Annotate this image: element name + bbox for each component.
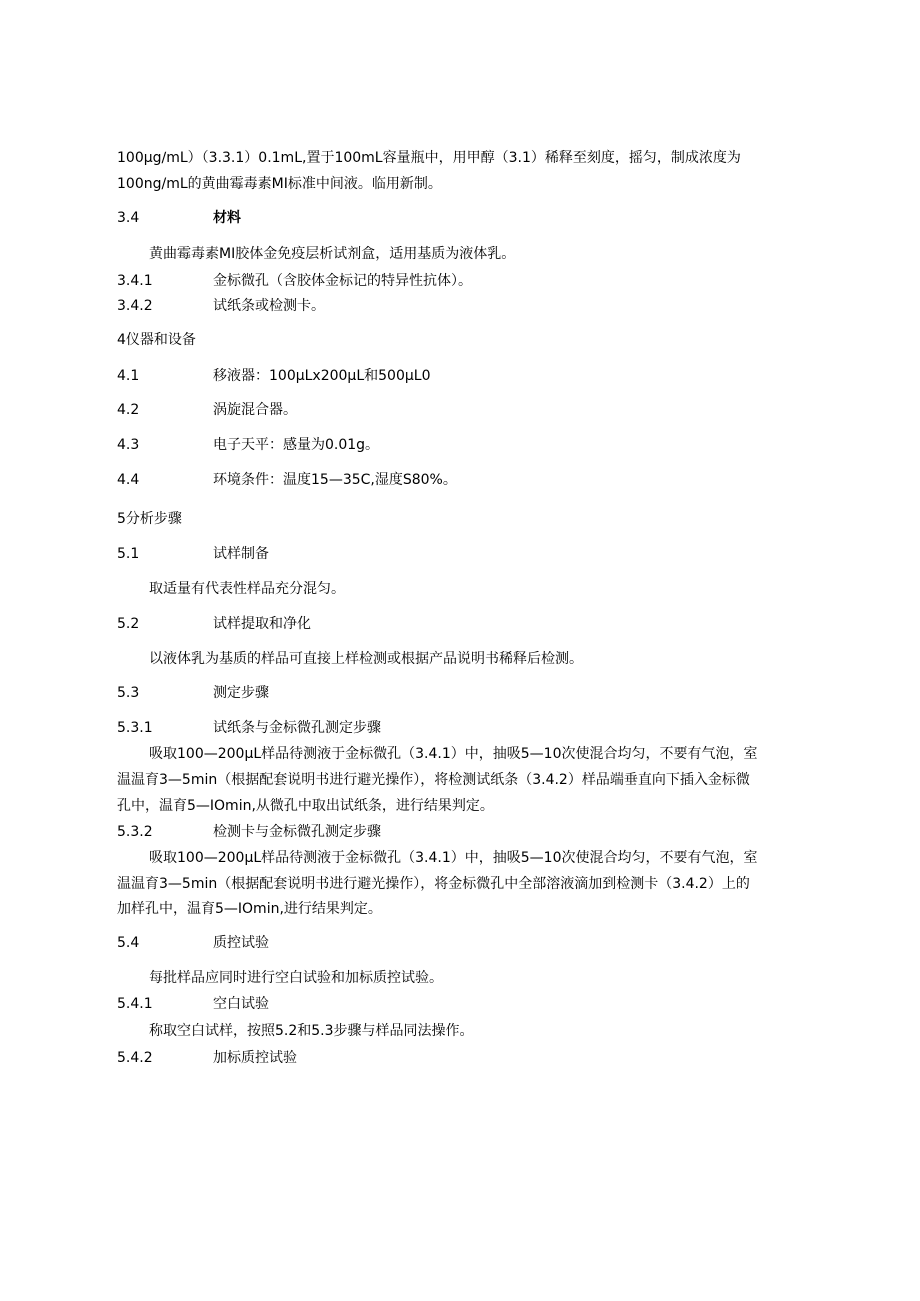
section-4-2-number: 4.2 — [117, 402, 140, 418]
section-5-3-1-number: 5.3.1 — [117, 720, 153, 736]
section-5-3-2-line-2: 温温育3—5min（根据配套说明书进行避光操作），将金标微孔中全部溶液滴加到检测卡（3.4.2）上的 — [117, 876, 750, 892]
section-5-4-2-number: 5.4.2 — [117, 1050, 153, 1066]
section-5-heading: 5分析步骤 — [117, 511, 182, 527]
section-5-1-title: 试样制备 — [213, 546, 269, 562]
section-5-2-number: 5.2 — [117, 616, 140, 632]
section-5-4-number: 5.4 — [117, 935, 140, 951]
section-5-2-title: 试样提取和净化 — [213, 616, 311, 632]
section-3-4-title: 材料 — [213, 210, 241, 226]
section-5-4-1-number: 5.4.1 — [117, 996, 153, 1012]
section-5-2-text: 以液体乳为基质的样品可直接上样检测或根据产品说明书稀释后检测。 — [149, 651, 583, 667]
section-4-4-number: 4.4 — [117, 472, 140, 488]
section-5-3-title: 测定步骤 — [213, 685, 269, 701]
intro-line-1: 100μg∕mL）（3.3.1）0.1mL,置于100mL容量瓶中，用甲醇（3.1）稀释至刻度，摇匀，制成浓度为 — [117, 150, 741, 166]
section-5-3-1-line-2: 温温育3—5min（根据配套说明书进行避光操作），将检测试纸条（3.4.2）样品端垂直向下插入金标微 — [117, 772, 750, 788]
section-3-4-text: 黄曲霉毒素MI胶体金免疫层析试剂盒，适用基质为液体乳。 — [149, 246, 516, 262]
section-4-3-number: 4.3 — [117, 437, 140, 453]
section-4-1-title: 移液器：100μLx200μL和500μL0 — [213, 368, 431, 384]
section-3-4-1-title: 金标微孔（含胶体金标记的特异性抗体）。 — [213, 273, 472, 289]
section-5-4-2-title: 加标质控试验 — [213, 1050, 297, 1066]
section-4-heading: 4仪器和设备 — [117, 332, 196, 348]
section-5-4-1-title: 空白试验 — [213, 996, 269, 1012]
section-5-3-1-title: 试纸条与金标微孔测定步骤 — [213, 720, 381, 736]
section-5-1-number: 5.1 — [117, 546, 140, 562]
section-5-3-2-line-1: 吸取100—200μL样品待测液于金标微孔（3.4.1）中，抽吸5—10次使混合均匀，不要有气泡，室 — [149, 850, 758, 866]
section-5-3-2-title: 检测卡与金标微孔测定步骤 — [213, 824, 381, 840]
section-3-4-1-number: 3.4.1 — [117, 273, 153, 289]
section-5-3-2-line-3: 加样孔中，温育5—IOmin,进行结果判定。 — [117, 901, 382, 917]
section-3-4-2-number: 3.4.2 — [117, 298, 153, 314]
section-5-4-text: 每批样品应同时进行空白试验和加标质控试验。 — [149, 970, 443, 986]
section-5-3-2-number: 5.3.2 — [117, 824, 153, 840]
section-5-4-1-text: 称取空白试样，按照5.2和5.3步骤与样品同法操作。 — [149, 1023, 474, 1039]
section-5-3-number: 5.3 — [117, 685, 140, 701]
section-3-4-number: 3.4 — [117, 210, 140, 226]
section-5-3-1-line-1: 吸取100—200μL样品待测液于金标微孔（3.4.1）中，抽吸5—10次使混合均匀，不要有气泡，室 — [149, 746, 758, 762]
section-4-4-title: 环境条件：温度15—35C,湿度S80%。 — [213, 472, 457, 488]
section-5-4-title: 质控试验 — [213, 935, 269, 951]
section-4-1-number: 4.1 — [117, 368, 140, 384]
section-4-3-title: 电子天平：感量为0.01g。 — [213, 437, 380, 453]
section-5-1-text: 取适量有代表性样品充分混匀。 — [149, 581, 345, 597]
section-4-2-title: 涡旋混合器。 — [213, 402, 297, 418]
section-3-4-2-title: 试纸条或检测卡。 — [213, 298, 325, 314]
section-5-3-1-line-3: 孔中，温育5—IOmin,从微孔中取出试纸条，进行结果判定。 — [117, 798, 494, 814]
intro-line-2: 100ng/mL的黄曲霉毒素MI标准中间液。临用新制。 — [117, 176, 442, 192]
